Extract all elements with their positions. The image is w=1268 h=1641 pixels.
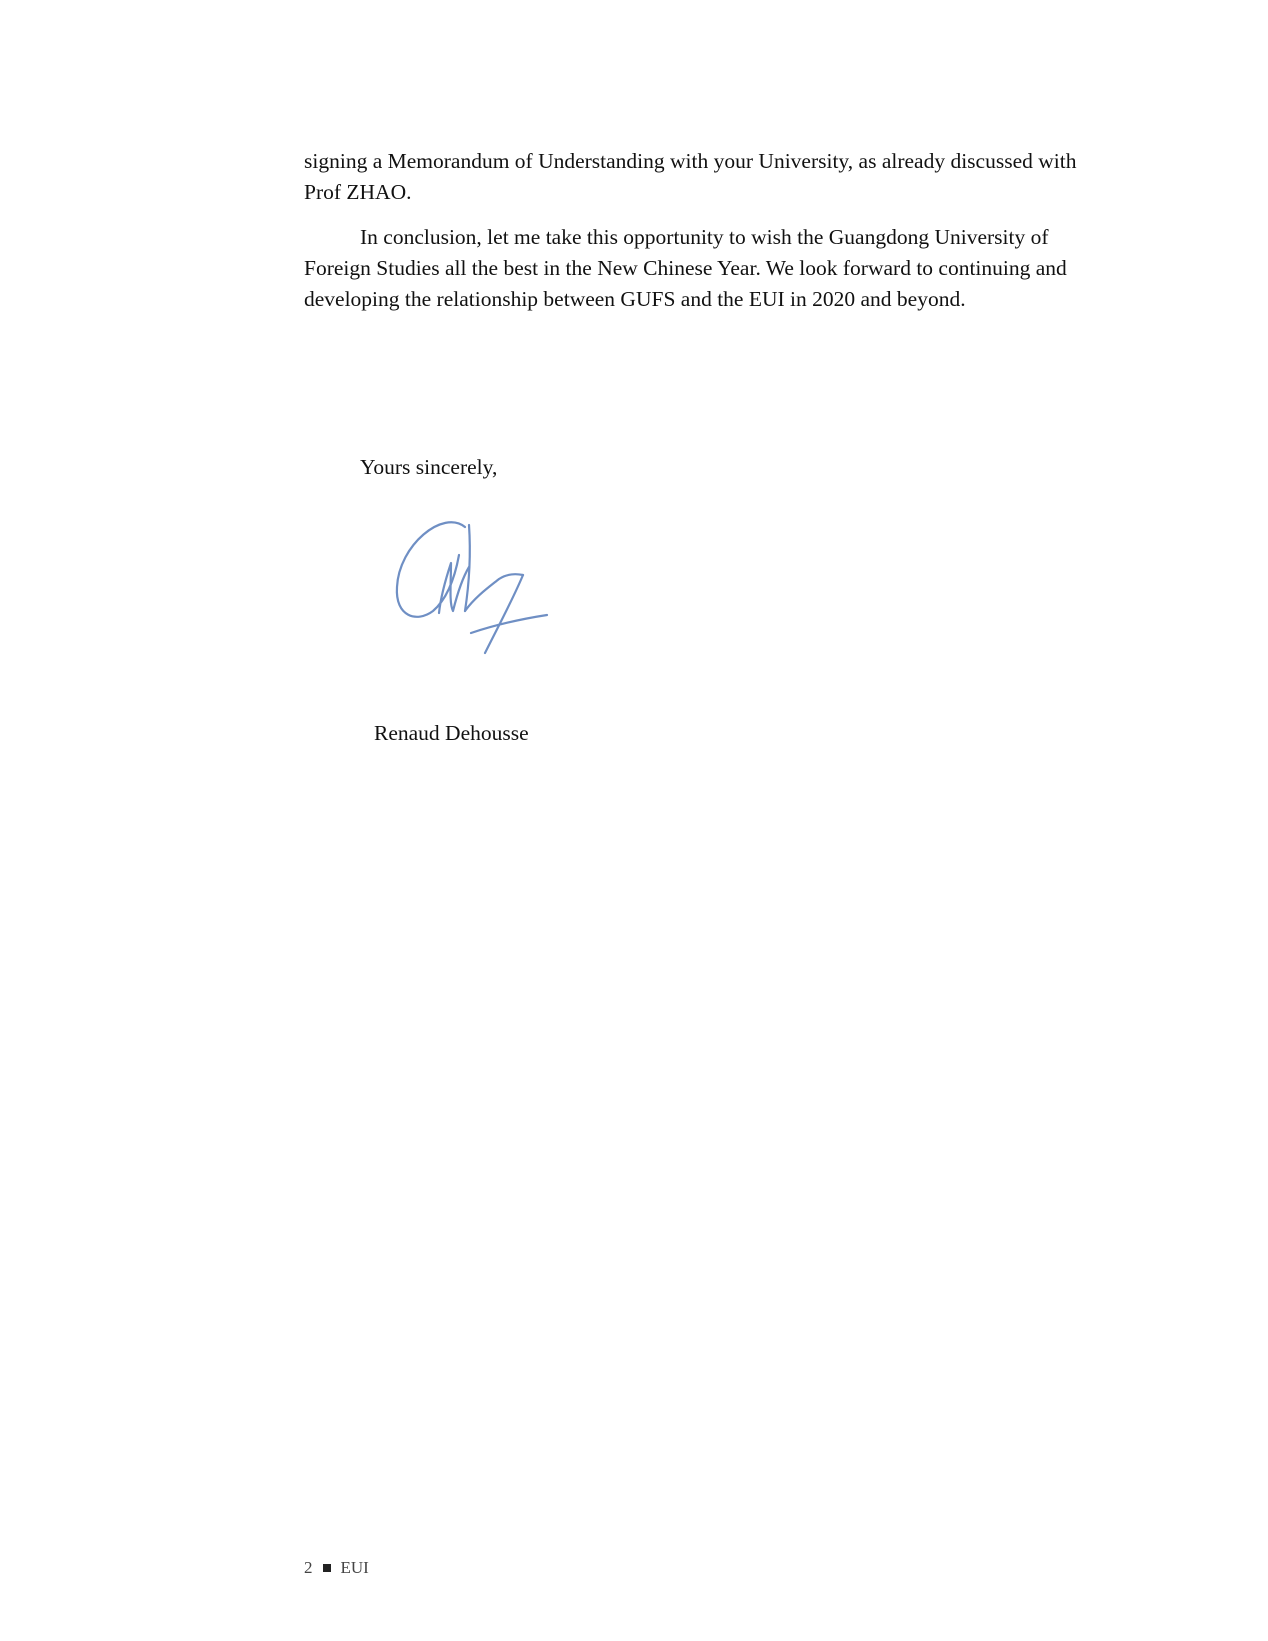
square-separator-icon (323, 1564, 331, 1572)
page-number: 2 (304, 1558, 313, 1577)
signer-name: Renaud Dehousse (374, 721, 529, 745)
page-footer (304, 1557, 369, 1579)
body-paragraph-1: signing a Memorandum of Understanding with your University, as already discussed with Prof ZHAO. (304, 149, 1077, 204)
closing-salutation: Yours sincerely, (360, 455, 498, 479)
handwritten-signature (395, 515, 570, 680)
body-paragraph-2: In conclusion, let me take this opportunity to wish the Guangdong University of Foreign Studies all the best in the New Chinese Year. We look forward to continuing and developing the relationship between GUFS and the EUI in 2020 and beyond. (304, 225, 1067, 311)
footer-organization: EUI (340, 1558, 369, 1577)
